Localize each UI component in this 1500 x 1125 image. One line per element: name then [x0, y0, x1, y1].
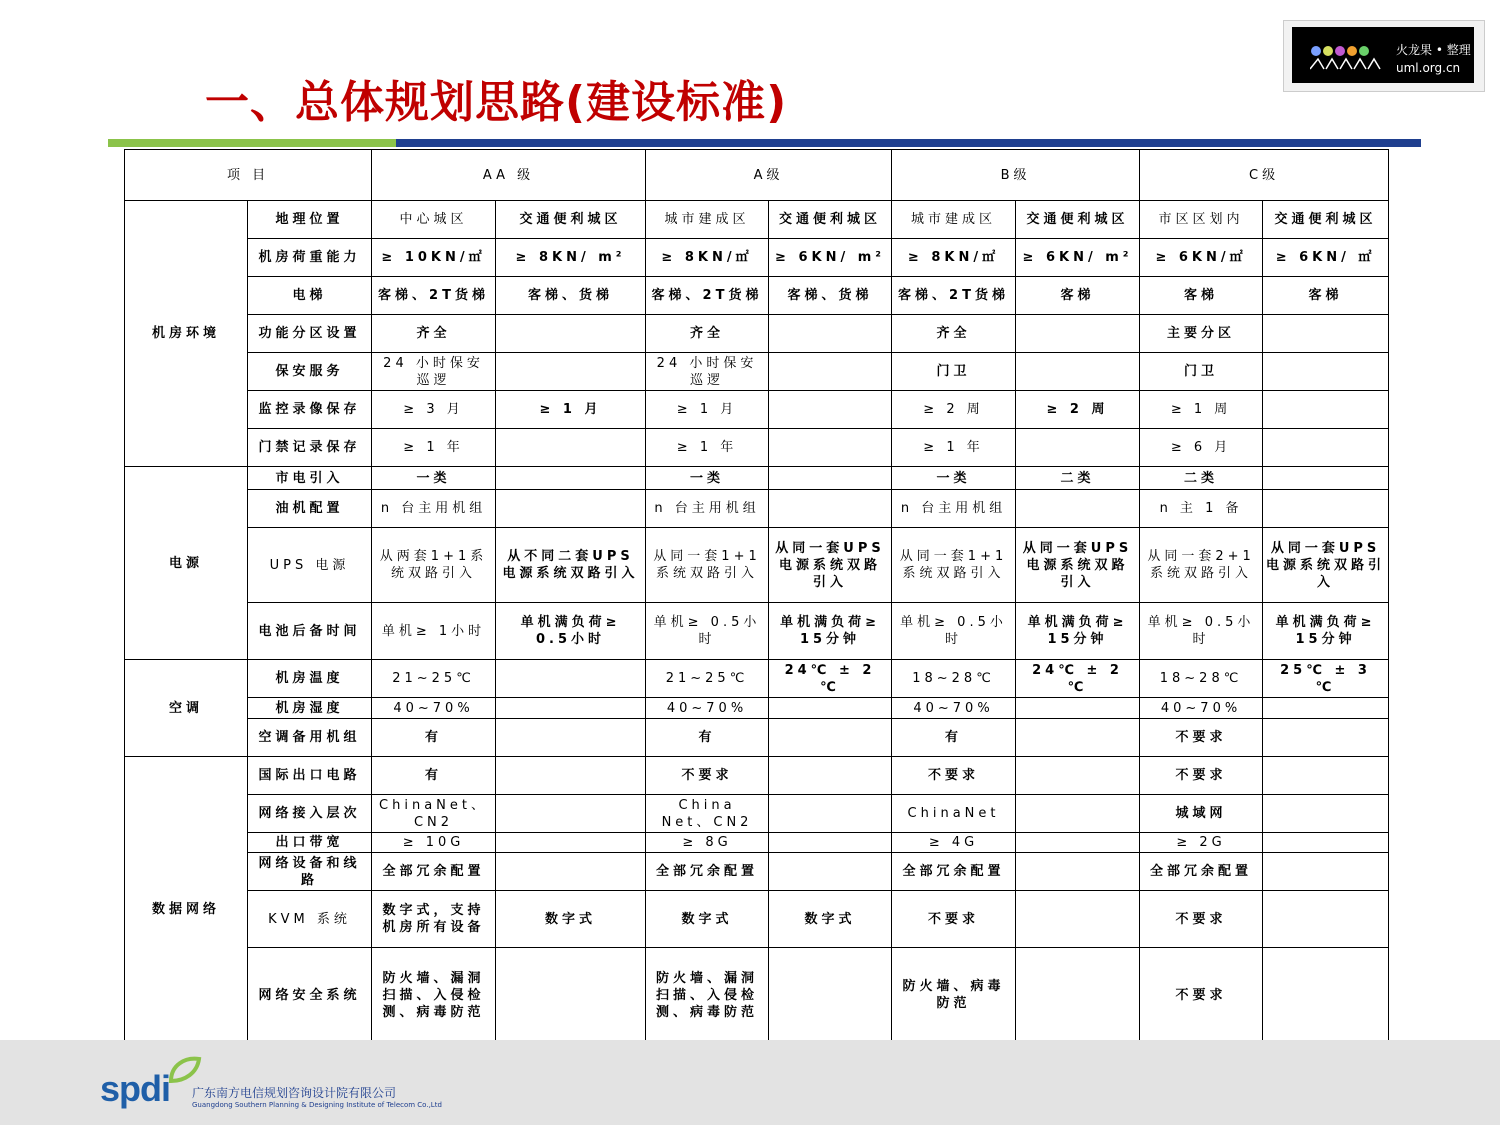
company-name-en: Guangdong Southern Planning & Designing Institute of Telecom Co.,Ltd	[192, 1101, 442, 1109]
row-item: 机房温度	[248, 660, 372, 698]
cell-a: 全部冗余配置	[646, 853, 769, 891]
table-row	[125, 528, 1389, 603]
cell-c-alt	[1263, 391, 1389, 429]
row-item: 电池后备时间	[248, 603, 372, 660]
cell-aa: 单机≥ 1小时	[372, 603, 496, 660]
standards-table	[124, 149, 1389, 1063]
table-row	[125, 201, 1389, 239]
cell-b-alt: 单机满负荷≥ 15分钟	[1016, 603, 1140, 660]
cell-b-alt	[1016, 490, 1140, 528]
row-item: 网络安全系统	[248, 948, 372, 1043]
table-row	[125, 795, 1389, 833]
cell-aa: 24 小时保安巡逻	[372, 353, 496, 391]
cell-c-alt: 交通便利城区	[1263, 201, 1389, 239]
cell-c-alt	[1263, 891, 1389, 948]
table-row	[125, 948, 1389, 1043]
cell-aa-alt: 单机满负荷≥ 0.5小时	[496, 603, 646, 660]
cell-c: n 主 1 备	[1140, 490, 1263, 528]
row-item: 地理位置	[248, 201, 372, 239]
row-item: 保安服务	[248, 353, 372, 391]
cell-aa-alt: ≥ 1 月	[496, 391, 646, 429]
cell-b-alt	[1016, 757, 1140, 795]
cell-aa-alt	[496, 795, 646, 833]
cell-a-alt: 24℃ ± 2 ℃	[769, 660, 892, 698]
title-underline-green	[108, 139, 396, 147]
cell-aa-alt	[496, 429, 646, 467]
cell-b: 全部冗余配置	[892, 853, 1016, 891]
cell-a-alt	[769, 795, 892, 833]
cell-a: 单机≥ 0.5小时	[646, 603, 769, 660]
cell-c-alt: ≥ 6KN/ ㎡	[1263, 239, 1389, 277]
cell-a: 40~70%	[646, 698, 769, 719]
cell-b: 不要求	[892, 757, 1016, 795]
cell-b: ≥ 8KN/㎡	[892, 239, 1016, 277]
cell-a: 不要求	[646, 757, 769, 795]
cell-b-alt: ≥ 6KN/ m²	[1016, 239, 1140, 277]
cell-aa: 中心城区	[372, 201, 496, 239]
title-underline-blue	[396, 139, 1421, 147]
cell-b-alt	[1016, 795, 1140, 833]
row-item: 门禁记录保存	[248, 429, 372, 467]
cell-b: 一类	[892, 467, 1016, 490]
table-row	[125, 429, 1389, 467]
cell-c-alt	[1263, 315, 1389, 353]
cell-c-alt	[1263, 719, 1389, 757]
cell-b-alt	[1016, 353, 1140, 391]
cell-b-alt: 二类	[1016, 467, 1140, 490]
cell-c: ≥ 1 周	[1140, 391, 1263, 429]
page-title: 一、总体规划思路(建设标准)	[205, 77, 788, 128]
cell-a-alt: 交通便利城区	[769, 201, 892, 239]
cell-aa: ≥ 10KN/㎡	[372, 239, 496, 277]
table-row	[125, 833, 1389, 853]
row-item: 机房荷重能力	[248, 239, 372, 277]
cell-a-alt	[769, 833, 892, 853]
cell-c: ≥ 6KN/㎡	[1140, 239, 1263, 277]
cell-aa: ≥ 3 月	[372, 391, 496, 429]
row-item: 网络设备和线路	[248, 853, 372, 891]
header-item: 项 目	[125, 150, 372, 201]
row-item: 油机配置	[248, 490, 372, 528]
cell-aa: ChinaNet、CN2	[372, 795, 496, 833]
category-network: 数据网络	[125, 757, 248, 1063]
header-b: B级	[892, 150, 1140, 201]
logo-inner	[1292, 27, 1474, 83]
cell-a: ≥ 1 月	[646, 391, 769, 429]
cell-c: 城域网	[1140, 795, 1263, 833]
cell-a-alt	[769, 391, 892, 429]
cell-a: 城市建成区	[646, 201, 769, 239]
cell-c-alt	[1263, 467, 1389, 490]
table-row	[125, 353, 1389, 391]
table-header-row	[125, 150, 1389, 201]
cell-b: ChinaNet	[892, 795, 1016, 833]
cell-a: ≥ 1 年	[646, 429, 769, 467]
header-aa: AA 级	[372, 150, 646, 201]
cell-c: 主要分区	[1140, 315, 1263, 353]
cell-c: 从同一套2+1系统双路引入	[1140, 528, 1263, 603]
cell-b-alt: 客梯	[1016, 277, 1140, 315]
cell-aa: n 台主用机组	[372, 490, 496, 528]
cell-c-alt	[1263, 698, 1389, 719]
cell-c-alt	[1263, 757, 1389, 795]
cell-aa-alt	[496, 719, 646, 757]
cell-a: 客梯、2T货梯	[646, 277, 769, 315]
cell-aa-alt	[496, 757, 646, 795]
table-row	[125, 239, 1389, 277]
row-item: 空调备用机组	[248, 719, 372, 757]
cell-aa: 防火墙、漏洞扫描、入侵检测、病毒防范	[372, 948, 496, 1043]
cell-c-alt: 从同一套UPS电源系统双路引入	[1263, 528, 1389, 603]
cell-b: ≥ 1 年	[892, 429, 1016, 467]
cell-a: 21~25℃	[646, 660, 769, 698]
cell-c: 不要求	[1140, 948, 1263, 1043]
category-power: 电源	[125, 467, 248, 660]
cell-aa-alt: ≥ 8KN/ m²	[496, 239, 646, 277]
cell-aa: 有	[372, 757, 496, 795]
cell-aa: 40~70%	[372, 698, 496, 719]
cell-a-alt	[769, 467, 892, 490]
cell-b: 18~28℃	[892, 660, 1016, 698]
table-row	[125, 603, 1389, 660]
cell-a: 24 小时保安巡逻	[646, 353, 769, 391]
cell-b: 齐全	[892, 315, 1016, 353]
cell-a: ≥ 8KN/㎡	[646, 239, 769, 277]
cell-a: 从同一套1+1系统双路引入	[646, 528, 769, 603]
cell-aa-alt	[496, 315, 646, 353]
cell-a: 齐全	[646, 315, 769, 353]
cell-c: 单机≥ 0.5小时	[1140, 603, 1263, 660]
cell-aa-alt: 数字式	[496, 891, 646, 948]
cell-b: 从同一套1+1系统双路引入	[892, 528, 1016, 603]
logo-figures-icon	[1310, 43, 1390, 73]
cell-b-alt	[1016, 948, 1140, 1043]
cell-c: 不要求	[1140, 891, 1263, 948]
row-item: KVM 系统	[248, 891, 372, 948]
cell-b: n 台主用机组	[892, 490, 1016, 528]
cell-a-alt	[769, 719, 892, 757]
cell-a-alt	[769, 429, 892, 467]
cell-b-alt: 从同一套UPS电源系统双路引入	[1016, 528, 1140, 603]
cell-aa: 从两套1+1系统双路引入	[372, 528, 496, 603]
cell-a: 数字式	[646, 891, 769, 948]
cell-c: 二类	[1140, 467, 1263, 490]
table-row	[125, 891, 1389, 948]
cell-c: ≥ 6 月	[1140, 429, 1263, 467]
cell-b: 城市建成区	[892, 201, 1016, 239]
table-row	[125, 490, 1389, 528]
row-item: 国际出口电路	[248, 757, 372, 795]
cell-c-alt	[1263, 353, 1389, 391]
row-item: 电梯	[248, 277, 372, 315]
cell-aa-alt	[496, 467, 646, 490]
cell-a: ≥ 8G	[646, 833, 769, 853]
cell-aa-alt	[496, 853, 646, 891]
cell-b-alt: 24℃ ± 2 ℃	[1016, 660, 1140, 698]
cell-a-alt: 数字式	[769, 891, 892, 948]
cell-c-alt	[1263, 853, 1389, 891]
cell-aa-alt	[496, 353, 646, 391]
table-row	[125, 660, 1389, 698]
cell-c-alt	[1263, 833, 1389, 853]
cell-a: 有	[646, 719, 769, 757]
cell-aa: 21~25℃	[372, 660, 496, 698]
cell-c: 不要求	[1140, 757, 1263, 795]
cell-aa: ≥ 1 年	[372, 429, 496, 467]
cell-aa-alt	[496, 833, 646, 853]
table-row	[125, 315, 1389, 353]
cell-b: 单机≥ 0.5小时	[892, 603, 1016, 660]
cell-a-alt	[769, 698, 892, 719]
table-row	[125, 757, 1389, 795]
company-name-cn: 广东南方电信规划咨询设计院有限公司	[192, 1086, 397, 1100]
table-row	[125, 853, 1389, 891]
table-row	[125, 467, 1389, 490]
cell-aa-alt	[496, 490, 646, 528]
table-row	[125, 277, 1389, 315]
cell-c-alt	[1263, 429, 1389, 467]
cell-b-alt: 交通便利城区	[1016, 201, 1140, 239]
row-item: 监控录像保存	[248, 391, 372, 429]
cell-b: ≥ 4G	[892, 833, 1016, 853]
row-item: 机房湿度	[248, 698, 372, 719]
cell-a-alt: 客梯、货梯	[769, 277, 892, 315]
cell-aa-alt	[496, 660, 646, 698]
table-row	[125, 391, 1389, 429]
cell-a-alt	[769, 353, 892, 391]
cell-a: 防火墙、漏洞扫描、入侵检测、病毒防范	[646, 948, 769, 1043]
cell-a-alt: ≥ 6KN/ m²	[769, 239, 892, 277]
cell-b: 有	[892, 719, 1016, 757]
footer-band	[0, 1040, 1500, 1125]
logo-text-url: uml.org.cn	[1396, 61, 1461, 75]
row-item: 网络接入层次	[248, 795, 372, 833]
cell-aa: ≥ 10G	[372, 833, 496, 853]
cell-a-alt	[769, 315, 892, 353]
cell-aa-alt: 交通便利城区	[496, 201, 646, 239]
cell-a-alt	[769, 757, 892, 795]
cell-b-alt	[1016, 698, 1140, 719]
cell-a: 一类	[646, 467, 769, 490]
cell-c: 门卫	[1140, 353, 1263, 391]
cell-a: n 台主用机组	[646, 490, 769, 528]
cell-aa-alt: 客梯、货梯	[496, 277, 646, 315]
cell-c-alt	[1263, 795, 1389, 833]
cell-b-alt	[1016, 719, 1140, 757]
row-item: 市电引入	[248, 467, 372, 490]
table-row	[125, 719, 1389, 757]
cell-aa: 全部冗余配置	[372, 853, 496, 891]
cell-aa: 数字式，支持机房所有设备	[372, 891, 496, 948]
cell-c-alt: 客梯	[1263, 277, 1389, 315]
cell-b: 不要求	[892, 891, 1016, 948]
row-item: UPS 电源	[248, 528, 372, 603]
cell-aa: 客梯、2T货梯	[372, 277, 496, 315]
cell-b-alt: ≥ 2 周	[1016, 391, 1140, 429]
cell-b-alt	[1016, 315, 1140, 353]
header-a: A级	[646, 150, 892, 201]
category-ac: 空调	[125, 660, 248, 757]
cell-a-alt	[769, 853, 892, 891]
logo	[1283, 20, 1485, 92]
logo-text-cn: 火龙果 • 整理	[1396, 43, 1471, 57]
cell-aa: 齐全	[372, 315, 496, 353]
cell-c-alt	[1263, 490, 1389, 528]
cell-aa: 一类	[372, 467, 496, 490]
cell-b-alt	[1016, 853, 1140, 891]
cell-c: 40~70%	[1140, 698, 1263, 719]
cell-c: 不要求	[1140, 719, 1263, 757]
cell-b: ≥ 2 周	[892, 391, 1016, 429]
row-item: 出口带宽	[248, 833, 372, 853]
cell-c-alt: 单机满负荷≥ 15分钟	[1263, 603, 1389, 660]
cell-a-alt	[769, 490, 892, 528]
brand-logo: spdi	[100, 1068, 171, 1109]
cell-a-alt	[769, 948, 892, 1043]
cell-aa-alt	[496, 698, 646, 719]
cell-aa-alt	[496, 948, 646, 1043]
cell-c: ≥ 2G	[1140, 833, 1263, 853]
cell-c: 客梯	[1140, 277, 1263, 315]
cell-c-alt: 25℃ ± 3 ℃	[1263, 660, 1389, 698]
cell-a-alt: 从同一套UPS电源系统双路引入	[769, 528, 892, 603]
header-c: C级	[1140, 150, 1389, 201]
cell-a: China Net、CN2	[646, 795, 769, 833]
cell-c: 全部冗余配置	[1140, 853, 1263, 891]
cell-b: 客梯、2T货梯	[892, 277, 1016, 315]
cell-aa: 有	[372, 719, 496, 757]
cell-b: 门卫	[892, 353, 1016, 391]
category-room: 机房环境	[125, 201, 248, 467]
cell-b: 40~70%	[892, 698, 1016, 719]
cell-a-alt: 单机满负荷≥ 15分钟	[769, 603, 892, 660]
cell-aa-alt: 从不同二套UPS电源系统双路引入	[496, 528, 646, 603]
row-item: 功能分区设置	[248, 315, 372, 353]
cell-c-alt	[1263, 948, 1389, 1043]
cell-b-alt	[1016, 833, 1140, 853]
cell-c: 市区区划内	[1140, 201, 1263, 239]
cell-b-alt	[1016, 891, 1140, 948]
table-row	[125, 698, 1389, 719]
cell-c: 18~28℃	[1140, 660, 1263, 698]
cell-b: 防火墙、病毒防范	[892, 948, 1016, 1043]
cell-b-alt	[1016, 429, 1140, 467]
